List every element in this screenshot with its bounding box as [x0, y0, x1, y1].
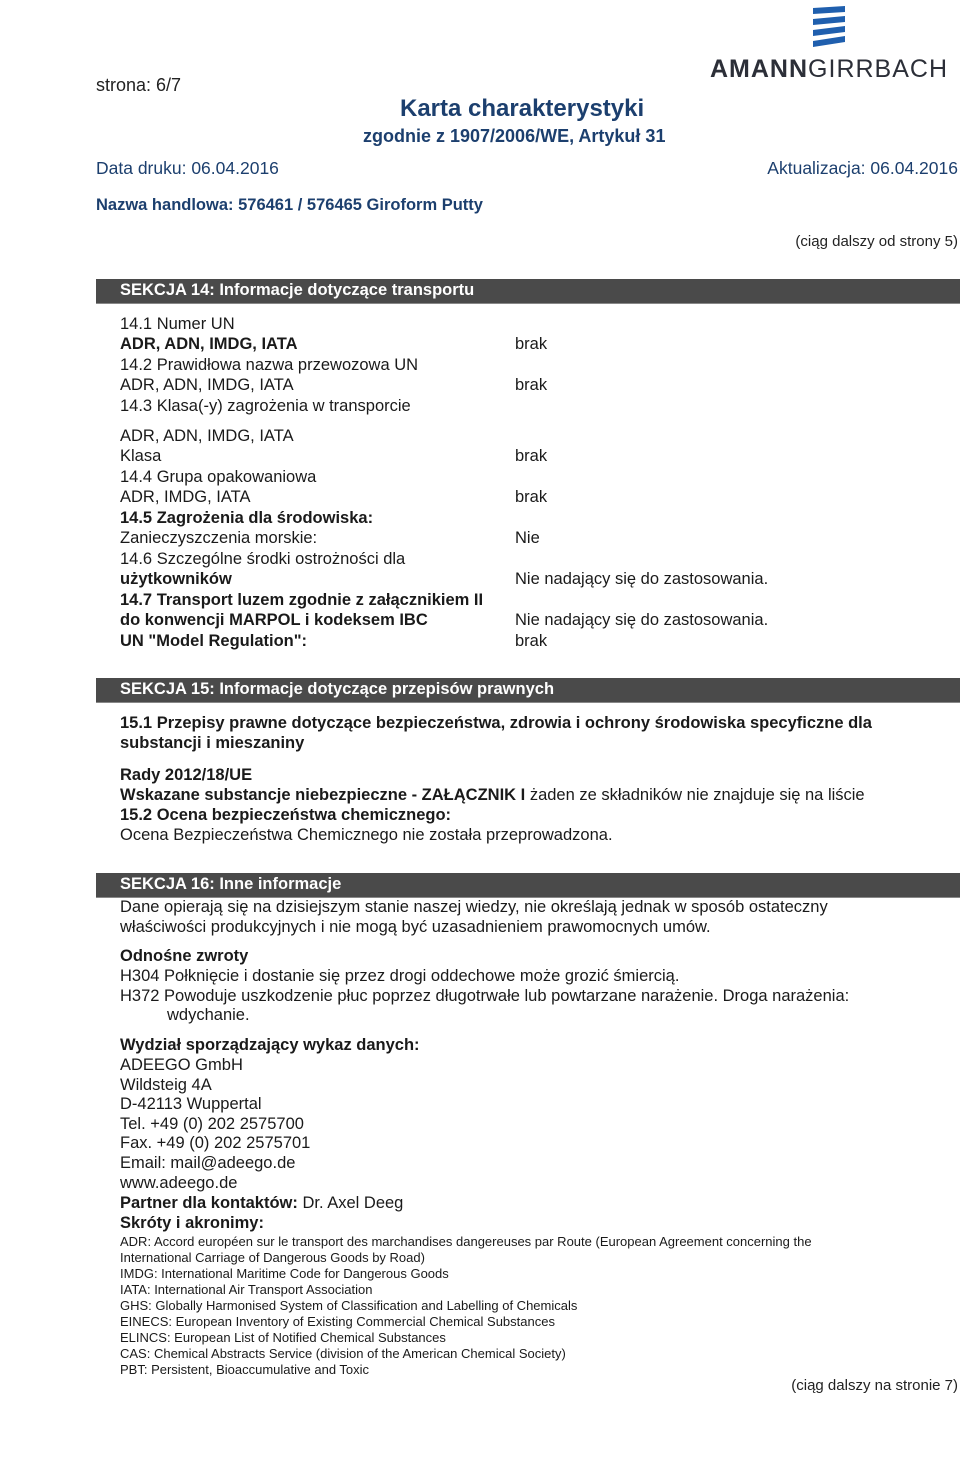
abbr-line: EINECS: European Inventory of Existing Commercial Chemical Substances — [120, 1314, 555, 1329]
s14-value: brak — [515, 447, 548, 465]
s15-substances-line: Wskazane substancje niebezpieczne - ZAŁĄCZNIK I żaden ze składników nie znajduje się na liście — [120, 786, 865, 804]
s15-paragraph: 15.1 Przepisy prawne dotyczące bezpieczeństwa, zdrowia i ochrony środowiska specyficzne dla — [120, 714, 872, 732]
s16-intro: właściwości produkcyjnych i nie mogą być uzasadnieniem prawomocnych umów. — [120, 918, 711, 936]
abbr-line: IATA: International Air Transport Association — [120, 1282, 373, 1297]
s14-label: ADR, ADN, IMDG, IATA — [120, 335, 298, 353]
s15-regulation: Rady 2012/18/UE — [120, 766, 253, 784]
s14-label: 14.2 Prawidłowa nazwa przewozowa UN — [120, 356, 419, 374]
s16-website: www.adeego.de — [120, 1174, 238, 1192]
s16-phrase: H304 Połknięcie i dostanie się przez drogi oddechowe może grozić śmiercią. — [120, 967, 680, 985]
s14-label: 14.4 Grupa opakowaniowa — [120, 468, 317, 486]
s14-label: 14.3 Klasa(-y) zagrożenia w transporcie — [120, 397, 411, 415]
s16-city: D-42113 Wuppertal — [120, 1095, 262, 1113]
section-14-heading: SEKCJA 14: Informacje dotyczące transportu — [120, 281, 475, 299]
section-16-heading: SEKCJA 16: Inne informacje — [120, 875, 342, 893]
document-title: Karta charakterystyki — [400, 95, 645, 122]
s16-email: Email: mail@adeego.de — [120, 1154, 296, 1172]
s14-label: ADR, ADN, IMDG, IATA — [120, 427, 294, 445]
s14-label: UN "Model Regulation": — [120, 632, 308, 650]
s16-fax: Fax. +49 (0) 202 2575701 — [120, 1134, 311, 1152]
s16-phrase: H372 Powoduje uszkodzenie płuc poprzez długotrwałe lub powtarzane narażenie. Droga narażenia: — [120, 987, 850, 1005]
s14-label: 14.5 Zagrożenia dla środowiska: — [120, 509, 374, 527]
s15-paragraph: Ocena Bezpieczeństwa Chemicznego nie została przeprowadzona. — [120, 826, 613, 844]
s16-company: ADEEGO GmbH — [120, 1056, 243, 1074]
s14-value: brak — [515, 632, 548, 650]
s14-label: Zanieczyszczenia morskie: — [120, 529, 318, 547]
abbr-line: PBT: Persistent, Bioaccumulative and Toxic — [120, 1362, 370, 1377]
page-number: strona: 6/7 — [96, 75, 182, 95]
s16-intro: Dane opierają się na dzisiejszym stanie naszej wiedzy, nie określają jednak w sposób ostateczny — [120, 898, 828, 916]
abbr-line: International Carriage of Dangerous Goods by Road) — [120, 1250, 425, 1265]
abbr-line: CAS: Chemical Abstracts Service (division of the American Chemical Society) — [120, 1346, 566, 1361]
continued-on-note: (ciąg dalszy na stronie 7) — [791, 1377, 958, 1394]
section-15-heading: SEKCJA 15: Informacje dotyczące przepisów prawnych — [120, 680, 555, 698]
s14-label: Klasa — [120, 447, 162, 465]
s15-paragraph: substancji i mieszaniny — [120, 734, 305, 752]
logo-mark-icon — [813, 6, 845, 47]
document-subtitle: zgodnie z 1907/2006/WE, Artykuł 31 — [363, 126, 666, 146]
s16-tel: Tel. +49 (0) 202 2575700 — [120, 1115, 304, 1133]
s14-label: 14.6 Szczególne środki ostrożności dla — [120, 550, 406, 568]
s14-value: Nie nadający się do zastosowania. — [515, 611, 769, 629]
s14-label: do konwencji MARPOL i kodeksem IBC — [120, 611, 428, 629]
s14-label: użytkowników — [120, 570, 232, 588]
s16-street: Wildsteig 4A — [120, 1076, 212, 1094]
s14-label: 14.7 Transport luzem zgodnie z załącznikiem II — [120, 591, 484, 609]
print-date: Data druku: 06.04.2016 — [96, 158, 279, 178]
trade-name: Nazwa handlowa: 576461 / 576465 Giroform Putty — [96, 196, 483, 214]
abbr-line: GHS: Globally Harmonised System of Classification and Labelling of Chemicals — [120, 1298, 578, 1313]
section-15-heading-bar — [96, 678, 960, 703]
s15-paragraph: 15.2 Ocena bezpieczeństwa chemicznego: — [120, 806, 452, 824]
s14-label: 14.1 Numer UN — [120, 315, 235, 333]
s14-label: ADR, ADN, IMDG, IATA — [120, 376, 294, 394]
abbr-line: IMDG: International Maritime Code for Dangerous Goods — [120, 1266, 449, 1281]
s14-value: brak — [515, 488, 548, 506]
abbr-line: ADR: Accord européen sur le transport des marchandises dangereuses par Route (European Agreement concerning the — [120, 1234, 812, 1249]
section-16-heading-bar — [96, 873, 960, 898]
s14-label: ADR, IMDG, IATA — [120, 488, 251, 506]
update-date: Aktualizacja: 06.04.2016 — [767, 158, 958, 178]
logo-wordmark: AMANNGIRRBACH — [710, 55, 949, 83]
s16-dept-heading: Wydział sporządzający wykaz danych: — [120, 1036, 420, 1054]
s16-phrase: wdychanie. — [167, 1006, 250, 1024]
s14-value: Nie nadający się do zastosowania. — [515, 570, 769, 588]
s14-value: brak — [515, 376, 548, 394]
s14-value: brak — [515, 335, 548, 353]
s16-abbr-heading: Skróty i akronimy: — [120, 1214, 264, 1232]
s16-phrases-heading: Odnośne zwroty — [120, 947, 249, 965]
s14-value: Nie — [515, 529, 540, 547]
continued-from-note: (ciąg dalszy od strony 5) — [795, 233, 958, 250]
s16-contact: Partner dla kontaktów: Dr. Axel Deeg — [120, 1194, 404, 1212]
abbr-line: ELINCS: European List of Notified Chemical Substances — [120, 1330, 446, 1345]
section-14-heading-bar — [96, 279, 960, 304]
